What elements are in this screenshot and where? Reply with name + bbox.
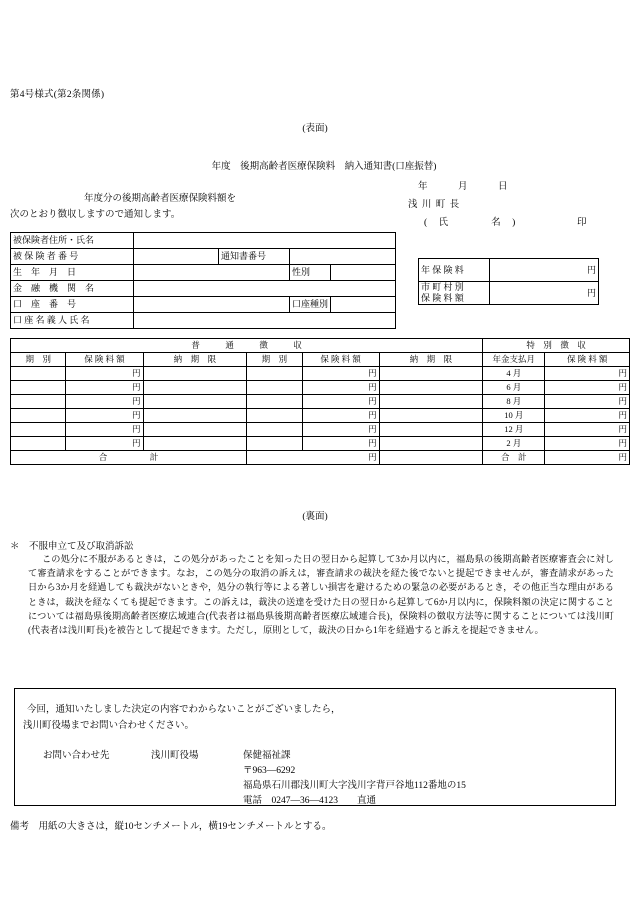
- cell-deadline[interactable]: [143, 423, 247, 437]
- cell-deadline[interactable]: [379, 423, 483, 437]
- row-value[interactable]: [134, 249, 219, 265]
- row-label: 被保険者住所・氏名: [11, 233, 134, 249]
- row-label: 口 座 番 号: [11, 297, 134, 313]
- insured-person-table: [10, 232, 396, 329]
- cell-period[interactable]: [11, 395, 66, 409]
- col-period: 期 別: [247, 353, 302, 367]
- cell-period[interactable]: [11, 409, 66, 423]
- cell-special-month: 12 月: [483, 423, 545, 437]
- fee-row-label-line2: 保 険 料 額: [421, 293, 464, 303]
- total-label: 合 計: [11, 451, 247, 465]
- cell-amount[interactable]: 円: [302, 409, 379, 423]
- table-total-row: [11, 451, 630, 465]
- cell-special-month: 4 月: [483, 367, 545, 381]
- notice-line-2: 浅川町役場までお問い合わせください。: [23, 721, 195, 731]
- collection-table: [10, 338, 630, 465]
- page-title: 年度 後期高齢者医療保険料 納入通知書(口座振替): [211, 162, 437, 172]
- cell-special-month: 2 月: [483, 437, 545, 451]
- col-special-period: 年金支払月: [483, 353, 545, 367]
- table-row: [419, 282, 599, 305]
- table-row: [11, 367, 630, 381]
- cell-period[interactable]: [247, 381, 302, 395]
- row-label: 生 年 月 日: [11, 265, 134, 281]
- fee-row-value[interactable]: 円: [490, 259, 599, 282]
- appeal-section-body: この処分に不服があるときは，この処分があったことを知った日の翌日から起算して3か月以内に，福島県の後期高齢者医療審査会に対して審査請求をすることができます。なお，この処分の取消の訴えは，審査請求の裁決を経た後でないと提起できませんが，審査請求があった日から3か月を経過しても裁決がないときや，処分の執行等による著しい損害を避けるための緊急の必要があるとき，その他正当な理由があるときは，裁決を経なくても提起できます。この訴えは，裁決の送達を受けた日の翌日から起算して6か月以内に，保険料額の決定に関することについては福島県後期高齢者医療広域連合(代表者は福島県後期高齢者医療広域連合長)，保険料の徴収方法等に関することについては浅川町(代表者は浅川町長)を被告として提起できます。ただし，原則として，裁決の日から1年を経過すると訴えを提起できません。: [28, 554, 614, 636]
- row-label: 金 融 機 関 名: [11, 281, 134, 297]
- row-label: 口 座 名 義 人 氏 名: [11, 313, 134, 329]
- cell-deadline[interactable]: [379, 395, 483, 409]
- total-amount[interactable]: 円: [247, 451, 380, 465]
- row-sub-label: 口座種別: [290, 297, 331, 313]
- cell-amount[interactable]: 円: [302, 381, 379, 395]
- lead-line-1: 年度分の後期高齢者医療保険料額を: [84, 194, 237, 204]
- row-label: 被 保 険 者 番 号: [11, 249, 134, 265]
- table-row: [11, 409, 630, 423]
- fee-row-label-line1: 市 町 村 別: [421, 282, 464, 292]
- table-header-row: [11, 339, 630, 353]
- appeal-section-title: ＊ 不服申立て及び取消訴訟: [10, 542, 134, 552]
- col-amount: 保 険 料 額: [66, 353, 143, 367]
- contact-notice-box: [14, 688, 616, 806]
- cell-special-amount[interactable]: 円: [545, 437, 630, 451]
- table-row: [11, 249, 396, 265]
- issuer-name: 浅 川 町 長: [408, 200, 461, 210]
- row-value[interactable]: [134, 297, 290, 313]
- total-spacer: [379, 451, 483, 465]
- cell-amount[interactable]: 円: [66, 395, 143, 409]
- cell-period[interactable]: [11, 437, 66, 451]
- cell-amount[interactable]: 円: [66, 381, 143, 395]
- cell-deadline[interactable]: [379, 367, 483, 381]
- col-amount: 保 険 料 額: [302, 353, 379, 367]
- seal-mark: 印: [577, 218, 587, 228]
- special-total-label: 合 計: [483, 451, 545, 465]
- cell-period[interactable]: [247, 367, 302, 381]
- contact-telephone: 電話 0247―36―4123 直通: [243, 796, 377, 806]
- table-row: [11, 395, 630, 409]
- notice-line-1: 今回，通知いたしました決定の内容でわからないことがございましたら，: [27, 705, 341, 715]
- cell-deadline[interactable]: [379, 409, 483, 423]
- cell-special-amount[interactable]: 円: [545, 423, 630, 437]
- cell-special-month: 8 月: [483, 395, 545, 409]
- table-row: [11, 297, 396, 313]
- cell-amount[interactable]: 円: [302, 367, 379, 381]
- cell-period[interactable]: [11, 367, 66, 381]
- table-header-row: [11, 353, 630, 367]
- cell-special-amount[interactable]: 円: [545, 395, 630, 409]
- table-row: [11, 423, 630, 437]
- col-deadline: 納 期 限: [379, 353, 483, 367]
- date-line: 年 月 日: [418, 182, 509, 192]
- table-row: [11, 233, 396, 249]
- cell-period[interactable]: [247, 423, 302, 437]
- lead-line-2: 次のとおり徴収しますので通知します。: [10, 210, 181, 220]
- cell-deadline[interactable]: [143, 437, 247, 451]
- fee-row-label: [419, 282, 490, 305]
- special-collection-header: 特 別 徴 収: [483, 339, 630, 353]
- table-row: [11, 265, 396, 281]
- row-sub-label: 性別: [290, 265, 331, 281]
- cell-period[interactable]: [247, 395, 302, 409]
- row-value[interactable]: [134, 281, 396, 297]
- contact-zip: 〒963―6292: [243, 766, 296, 776]
- contact-label: お問い合わせ先: [43, 751, 110, 761]
- cell-amount[interactable]: 円: [302, 437, 379, 451]
- back-side-label: (裏面): [302, 512, 328, 522]
- cell-deadline[interactable]: [379, 437, 483, 451]
- cell-amount[interactable]: 円: [302, 423, 379, 437]
- cell-amount[interactable]: 円: [66, 437, 143, 451]
- cell-period[interactable]: [247, 409, 302, 423]
- contact-department: 保健福祉課: [243, 751, 291, 761]
- table-row: [11, 437, 630, 451]
- cell-period[interactable]: [11, 423, 66, 437]
- cell-amount[interactable]: 円: [66, 409, 143, 423]
- table-row: [11, 381, 630, 395]
- front-side-label: (表面): [302, 124, 328, 134]
- row-value[interactable]: [134, 265, 290, 281]
- issuer-name-field: ( 氏 名 ): [424, 218, 517, 228]
- cell-amount[interactable]: 円: [66, 423, 143, 437]
- contact-office: 浅川町役場: [151, 751, 199, 761]
- col-period: 期 別: [11, 353, 66, 367]
- cell-deadline[interactable]: [143, 367, 247, 381]
- table-row: [11, 313, 396, 329]
- fee-row-value[interactable]: 円: [490, 282, 599, 305]
- fee-summary-table: [418, 258, 599, 305]
- cell-deadline[interactable]: [143, 395, 247, 409]
- form-number: 第4号様式(第2条関係): [10, 90, 105, 100]
- col-special-amount: 保 険 料 額: [545, 353, 630, 367]
- row-sub-value[interactable]: [290, 249, 396, 265]
- ordinary-collection-header: 普 通 徴 収: [11, 339, 483, 353]
- cell-special-amount[interactable]: 円: [545, 367, 630, 381]
- cell-deadline[interactable]: [143, 409, 247, 423]
- cell-deadline[interactable]: [379, 381, 483, 395]
- cell-special-month: 6 月: [483, 381, 545, 395]
- cell-special-amount[interactable]: 円: [545, 409, 630, 423]
- cell-special-amount[interactable]: 円: [545, 381, 630, 395]
- cell-amount[interactable]: 円: [302, 395, 379, 409]
- collection-table-wrapper: [10, 338, 630, 465]
- cell-period[interactable]: [247, 437, 302, 451]
- col-deadline: 納 期 限: [143, 353, 247, 367]
- cell-deadline[interactable]: [143, 381, 247, 395]
- table-row: [419, 259, 599, 282]
- table-row: [11, 281, 396, 297]
- cell-special-month: 10 月: [483, 409, 545, 423]
- row-sub-label: 通知書番号: [219, 249, 290, 265]
- contact-address: 福島県石川郡浅川町大字浅川字背戸谷地112番地の15: [243, 781, 466, 791]
- row-sub-value[interactable]: [331, 297, 396, 313]
- remark-note: 備考 用紙の大きさは，縦10センチメートル，横19センチメートルとする。: [10, 822, 332, 832]
- cell-period[interactable]: [11, 381, 66, 395]
- special-total-amount[interactable]: 円: [545, 451, 630, 465]
- row-sub-value[interactable]: [331, 265, 396, 281]
- row-value[interactable]: [134, 233, 396, 249]
- row-value[interactable]: [134, 313, 396, 329]
- cell-amount[interactable]: 円: [66, 367, 143, 381]
- fee-row-label: 年 保 険 料: [419, 259, 490, 282]
